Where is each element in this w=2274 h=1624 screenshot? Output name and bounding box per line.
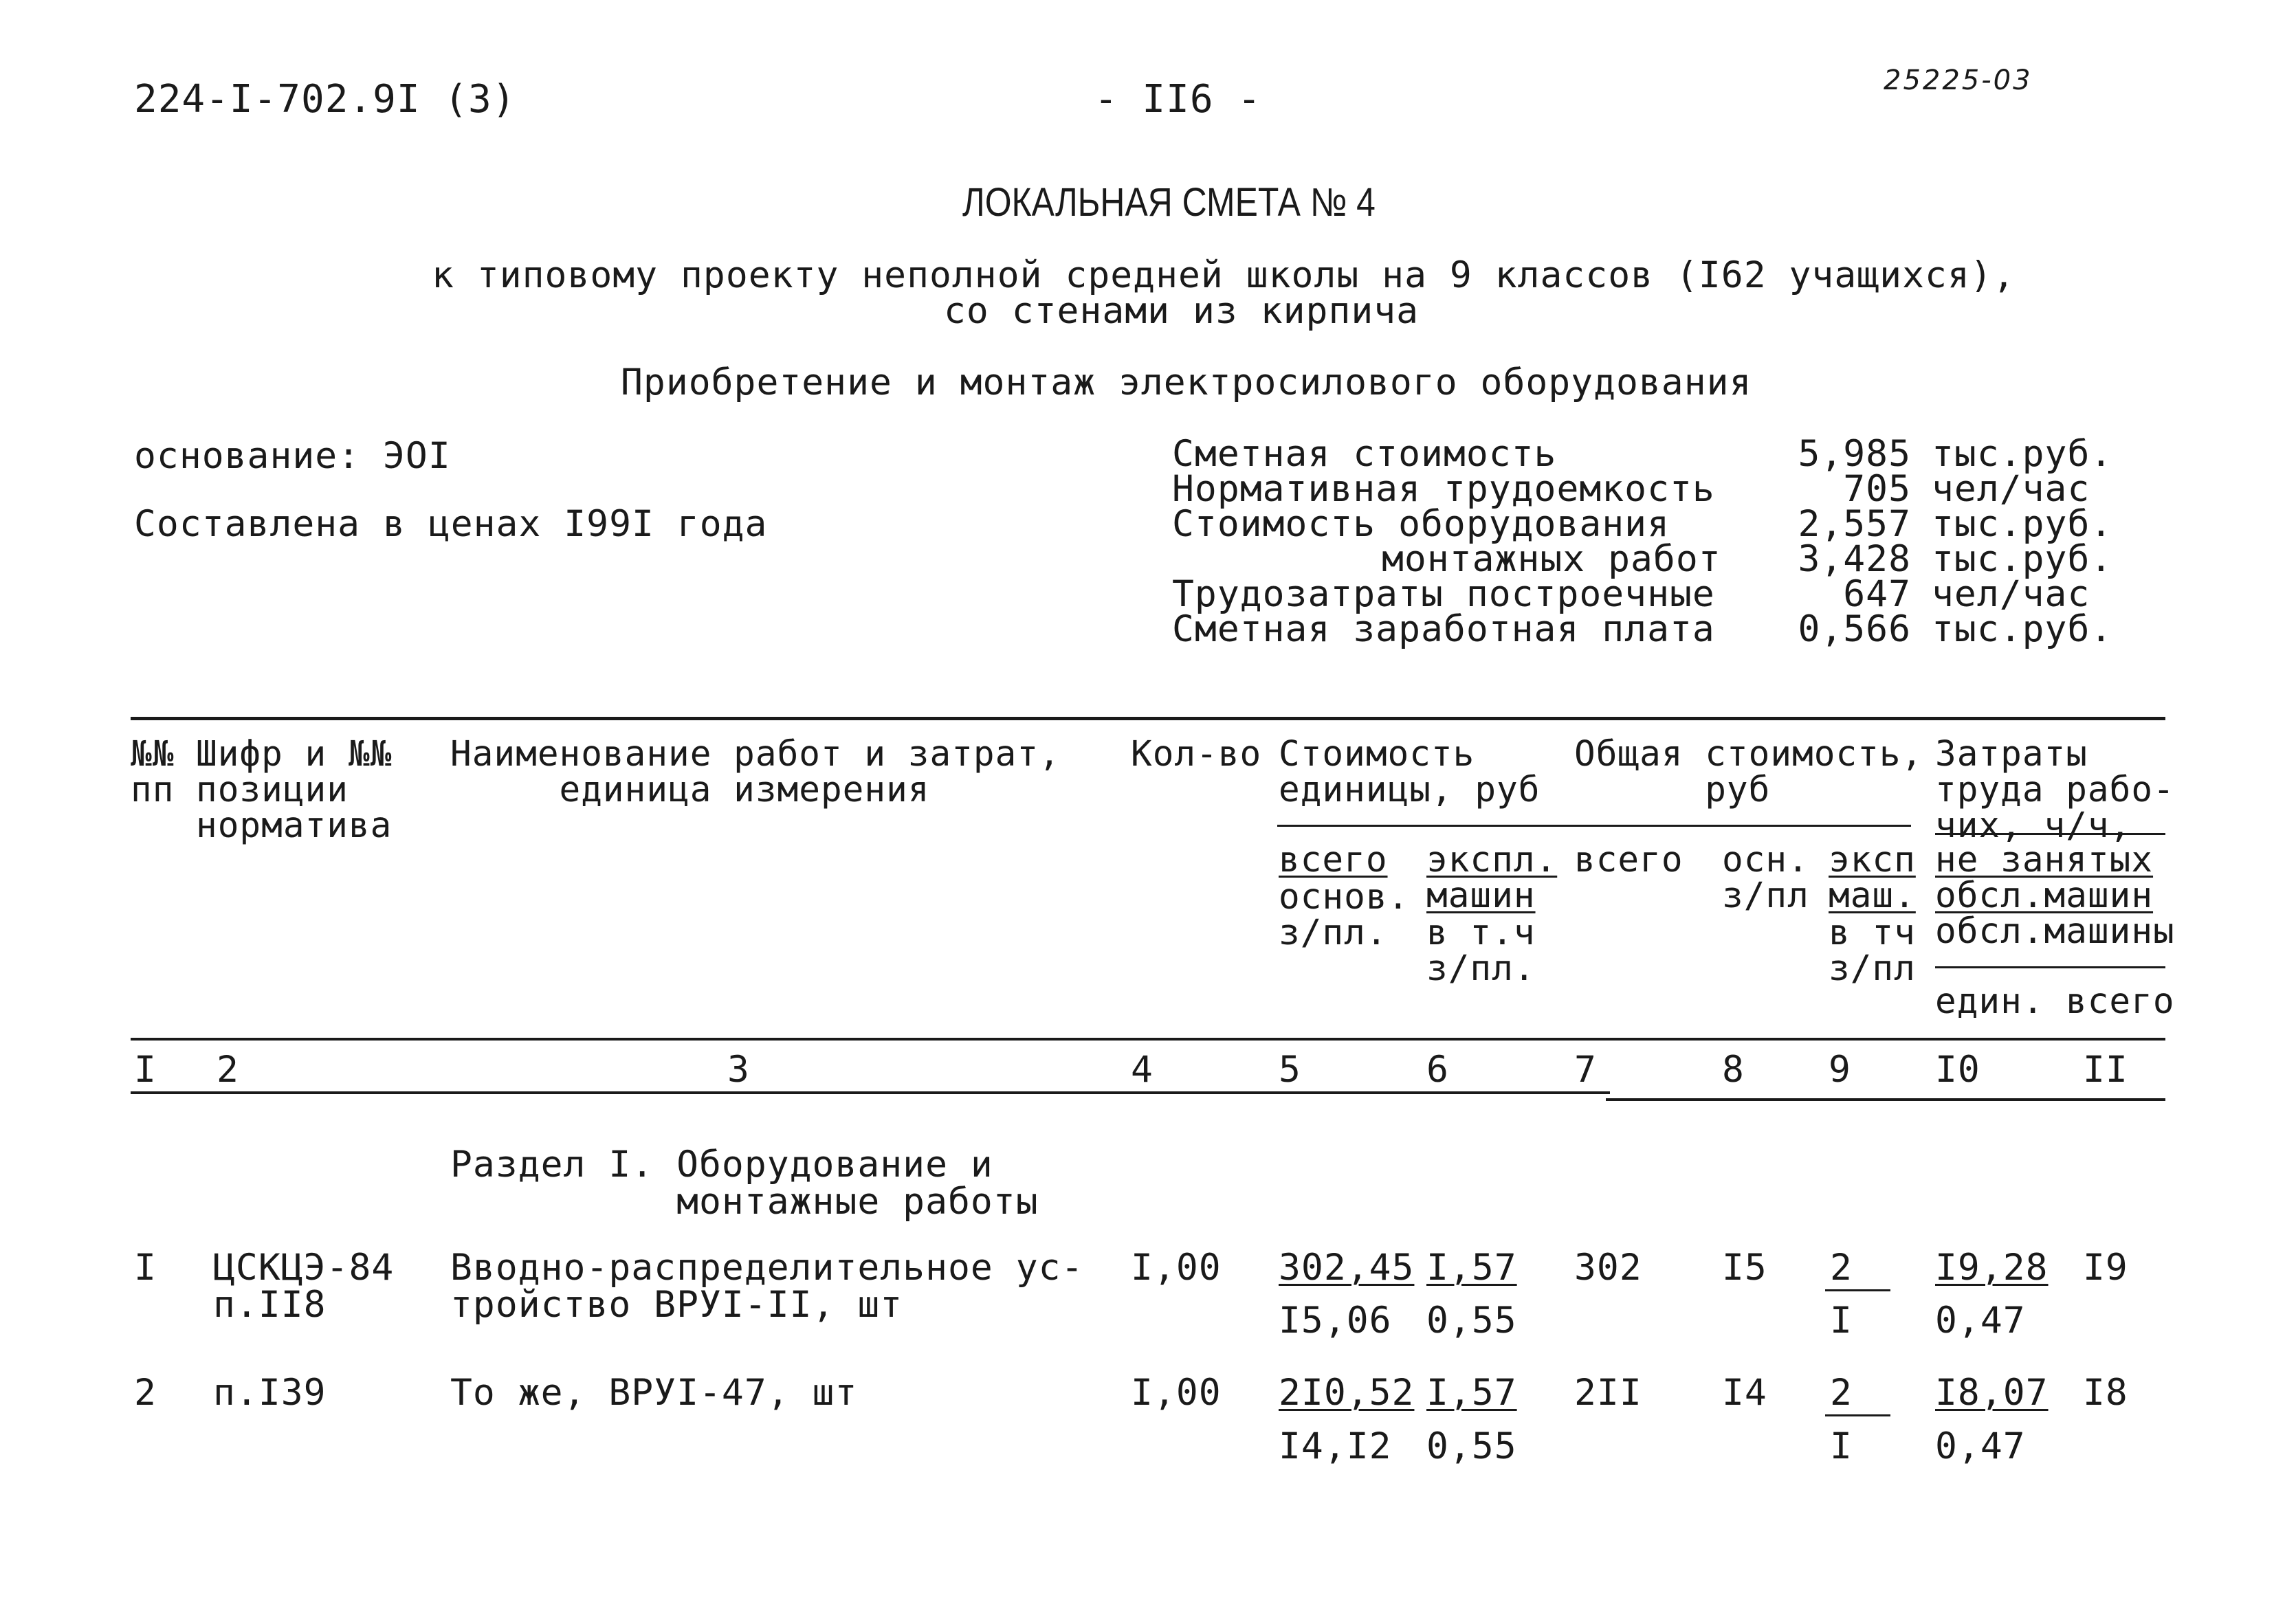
header-col5-top: всего (1279, 840, 1388, 880)
row-name: Вводно-распределительное ус- тройство ВРУI-II, шт (450, 1247, 1084, 1326)
row-number: 2 (134, 1372, 157, 1414)
row-machine-cost: I,57 (1426, 1247, 1517, 1289)
row-name: То же, ВРУI-47, шт (450, 1372, 858, 1414)
summary-value: 2,557 (1798, 503, 1911, 545)
header-col8: осн. з/пл (1722, 840, 1809, 916)
section-title: Раздел I. Оборудование и монтажные работы (450, 1144, 1039, 1223)
header-divider-labor-bottom (1935, 966, 2165, 968)
row-code: п.I39 (213, 1372, 327, 1414)
summary-unit: тыс.руб. (1932, 608, 2113, 650)
column-number: 8 (1722, 1049, 1745, 1091)
column-number: I0 (1935, 1049, 1980, 1091)
summary-label: Нормативная трудоемкость (1172, 468, 1715, 510)
header-col10-11-top: не занятых обсл.машин (1935, 840, 2154, 916)
header-col5-bottom: основ. з/пл. (1279, 877, 1410, 953)
row-labor-total: I8 (2083, 1372, 2128, 1414)
summary-value: 705 (1843, 468, 1911, 510)
summary-unit: тыс.руб. (1932, 503, 2113, 545)
row-unit-wage: I5,06 (1279, 1300, 1392, 1342)
row-machine-total-underline (1825, 1289, 1890, 1291)
header-labor: Затраты труда рабо- чих, ч/ч, (1935, 734, 2175, 846)
summary-label: монтажных работ (1382, 538, 1721, 580)
summary-unit: чел/час (1932, 573, 2090, 615)
row-unit-total: 2I0,52 (1279, 1372, 1415, 1414)
column-number: 5 (1279, 1049, 1301, 1091)
summary-unit: чел/час (1932, 468, 2090, 510)
row-machine-total-wage: I (1830, 1425, 1853, 1467)
row-labor-total: I9 (2083, 1247, 2128, 1289)
header-col9-bottom: в тч з/пл (1829, 913, 1916, 989)
table-top-rule (131, 717, 2165, 720)
header-col7: всего (1574, 840, 1684, 880)
column-number: 6 (1426, 1049, 1449, 1091)
column-number: 7 (1574, 1049, 1597, 1091)
header-col9-top: эксп маш. (1829, 840, 1916, 916)
archive-stamp: 25225-03 (1884, 65, 2033, 96)
header-col6-top: экспл. машин (1426, 840, 1558, 916)
document-code: 224-I-702.9I (3) (134, 77, 516, 122)
page-title: ЛОКАЛЬНАЯ СМЕТА № 4 (962, 180, 1376, 225)
row-machine-cost: I,57 (1426, 1372, 1517, 1414)
column-number: 2 (217, 1049, 239, 1091)
header-unit-cost: Стоимость единицы, руб (1279, 734, 1541, 810)
summary-value: 3,428 (1798, 538, 1911, 580)
row-code: ЦСКЦЭ-84 п.II8 (213, 1247, 395, 1326)
estimate-subject: Приобретение и монтаж электросилового оборудования (621, 361, 1752, 403)
header-col11: всего (2066, 981, 2175, 1022)
column-numbers-rule-right (1606, 1098, 2165, 1101)
column-number: 4 (1131, 1049, 1153, 1091)
header-name: Наименование работ и затрат, единица измерения (450, 734, 1061, 810)
header-col10: един. (1935, 981, 2044, 1022)
column-number: I (134, 1049, 157, 1091)
row-number: I (134, 1247, 157, 1289)
row-wage-total: I4 (1722, 1372, 1767, 1414)
row-quantity: I,00 (1131, 1247, 1222, 1289)
summary-label: Сметная стоимость (1172, 433, 1557, 475)
row-labor-unit-machine: 0,47 (1935, 1300, 2026, 1342)
row-total: 302 (1574, 1247, 1642, 1289)
row-quantity: I,00 (1131, 1372, 1222, 1414)
row-labor-unit-machine: 0,47 (1935, 1425, 2026, 1467)
row-labor-unit: I8,07 (1935, 1372, 2049, 1414)
summary-unit: тыс.руб. (1932, 433, 2113, 475)
title-line-2: со стенами из кирпича (944, 290, 1420, 332)
summary-label: Сметная заработная плата (1172, 608, 1715, 650)
column-number: II (2083, 1049, 2128, 1091)
summary-label: Трудозатраты построечные (1172, 573, 1715, 615)
header-code: Шифр и №№ позиции норматива (196, 734, 393, 846)
header-row-number: №№ пп (131, 734, 175, 810)
row-machine-total: 2 (1830, 1247, 1853, 1289)
row-machine-total-wage: I (1830, 1300, 1853, 1342)
summary-value: 5,985 (1798, 433, 1911, 475)
column-number: 9 (1829, 1049, 1851, 1091)
row-machine-wage: 0,55 (1426, 1425, 1517, 1467)
header-bottom-rule (131, 1038, 2165, 1041)
column-number: 3 (727, 1049, 750, 1091)
row-machine-total: 2 (1830, 1372, 1853, 1414)
row-machine-total-underline (1825, 1414, 1890, 1416)
header-col6-bottom: в т.ч з/пл. (1426, 913, 1536, 989)
row-total: 2II (1574, 1372, 1642, 1414)
summary-label: Стоимость оборудования (1172, 503, 1670, 545)
header-total-cost: Общая стоимость, руб (1574, 734, 1923, 810)
header-col10-11-bottom: обсл.машины (1935, 911, 2175, 952)
header-quantity: Кол-во (1131, 734, 1262, 775)
price-year-text: Составлена в ценах I99I года (134, 503, 768, 545)
page-number: - II6 - (1094, 77, 1262, 122)
row-machine-wage: 0,55 (1426, 1300, 1517, 1342)
row-wage-total: I5 (1722, 1247, 1767, 1289)
header-divider-cost (1277, 825, 1911, 827)
title-line-1: к типовому проекту неполной средней школы на 9 классов (I62 учащихся), (432, 254, 2016, 296)
summary-value: 647 (1843, 573, 1911, 615)
summary-unit: тыс.руб. (1932, 538, 2113, 580)
row-unit-total: 302,45 (1279, 1247, 1415, 1289)
summary-value: 0,566 (1798, 608, 1911, 650)
basis-text: основание: ЭОI (134, 435, 451, 477)
row-labor-unit: I9,28 (1935, 1247, 2049, 1289)
column-numbers-rule-left (131, 1091, 1610, 1094)
row-unit-wage: I4,I2 (1279, 1425, 1392, 1467)
